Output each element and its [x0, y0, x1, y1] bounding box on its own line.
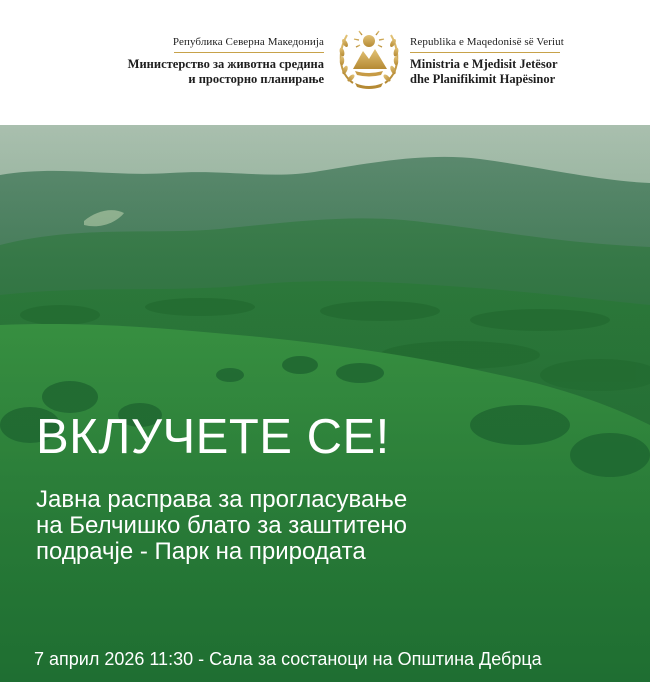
gold-divider: [410, 52, 560, 53]
ministry-name-albanian: [410, 36, 564, 87]
public-hearing-description: [36, 487, 636, 565]
republic-name-mk: Република Северна Македонија: [172, 36, 324, 48]
description-line-3: подрачје - Парк на природата: [36, 538, 366, 565]
hero-landscape: [0, 125, 650, 682]
event-date-location: 7 април 2026 11:30 - Сала за состаноци на Општина Дебрца: [34, 649, 542, 669]
gold-divider: [174, 52, 324, 53]
republic-name-al: Republika e Maqedonisë së Veriut: [410, 36, 564, 48]
coat-of-arms-icon: [333, 21, 405, 93]
ministry-line-1-al: Ministria e Mjedisit Jetësor: [410, 57, 558, 71]
ministry-name-macedonian: [128, 36, 324, 87]
headline-get-involved: ВКЛУЧЕТЕ СЕ!: [36, 410, 390, 464]
description-line-2: на Белчишко блато за заштитено: [36, 512, 407, 539]
ministry-line-2-mk: и просторно планирање: [188, 72, 324, 86]
ministry-line-1-mk: Министерство за животна средина: [127, 57, 324, 71]
ministry-line-2-al: dhe Planifikimit Hapësinor: [410, 72, 556, 86]
ministry-header: [0, 0, 650, 125]
landscape-photo: [0, 125, 650, 682]
description-line-1: Јавна расправа за прогласување: [36, 486, 408, 513]
